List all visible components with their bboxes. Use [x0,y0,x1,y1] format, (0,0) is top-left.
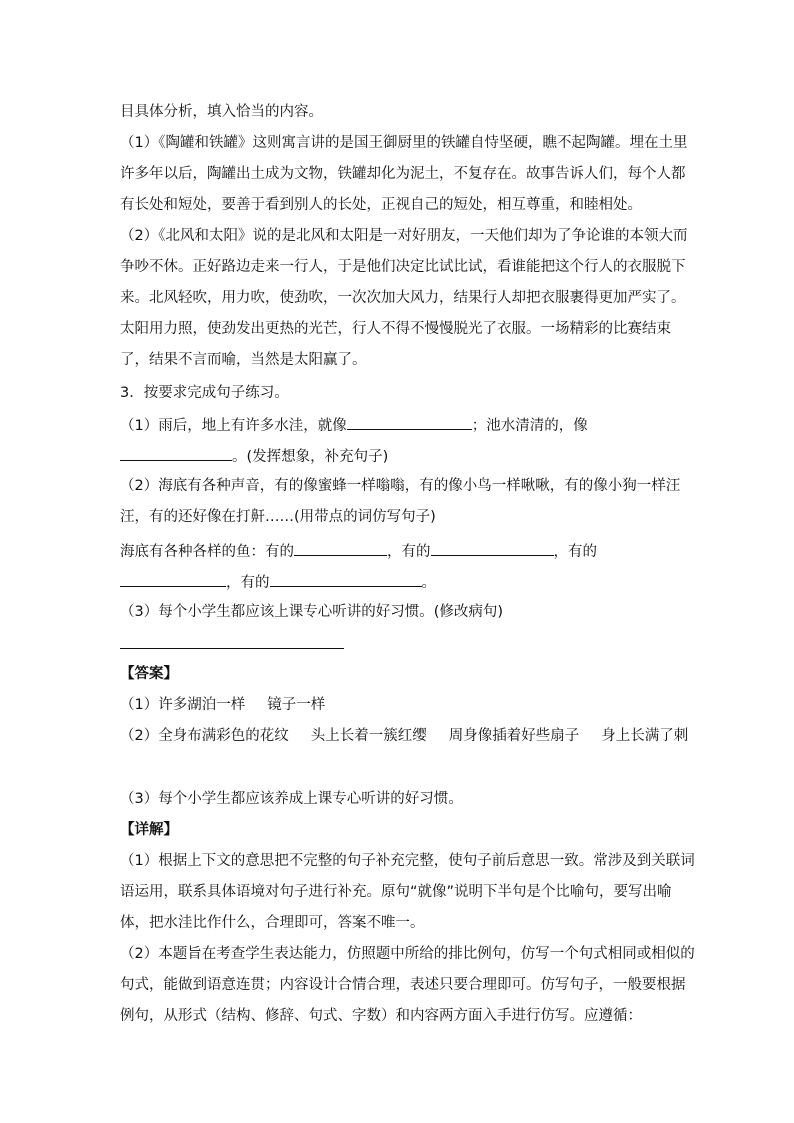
p1-line-1: （1）《陶罐和铁罐》这则寓言讲的是国王御厨里的铁罐自恃坚硬，瞧不起陶罐。埋在土里 [120,135,688,151]
p1-line-2: 许多年以后，陶罐出土成为文物，铁罐却化为泥土，不复存在。故事告诉人们，每个人都 [120,166,686,182]
answer-2-part-3: 周身像插着好些扇子 [448,728,580,744]
answer-blank[interactable] [120,633,344,649]
detail-2-line-1: （2）本题旨在考查学生表达能力，仿照题中所给的排比例句，仿写一个句式相同或相似的 [120,946,695,962]
p2-line-3: 来。北风轻吹，用力吹，使劲吹，一次次加大风力，结果行人却把衣服裹得更加严实了。 [120,290,686,306]
detail-heading: 【详解】 [120,822,178,838]
p2-line-1: （2）《北风和太阳》说的是北风和太阳是一对好朋友，一天他们却为了争论谁的本领大而 [120,228,688,244]
p2-line-5: 了，结果不言而喻，当然是太阳赢了。 [120,352,367,368]
q3-s1-text-a: （1）雨后，地上有许多水洼，就像 [120,418,347,434]
answer-1-part-2: 镜子一样 [267,697,326,713]
p2-line-4: 太阳用力照，使劲发出更热的光芒，行人不得不慢慢脱光了衣服。一场精彩的比赛结束 [120,321,671,337]
answer-blank[interactable] [120,571,226,587]
q3-s3-blank-line [120,633,344,653]
q3-s1-text-b: ；池水清清的，像 [471,418,588,434]
answer-2 [120,726,688,746]
detail-1-line-2: 语运用，联系具体语境对句子进行补充。原句“就像”说明下半句是个比喻句，要写出喻 [120,884,672,900]
answer-1 [120,695,325,715]
detail-2-line-2: 句式，能做到语意连贯；内容设计合情合理，表述只要合理即可。仿写句子，一般要根据 [120,977,686,993]
answer-blank[interactable] [270,571,422,587]
answer-blank[interactable] [347,414,472,430]
answer-2-part-4: 身上长满了刺 [601,728,689,744]
q3-s2-line-3 [120,540,597,560]
q3-s1-line-1 [120,414,588,434]
answer-2-part-1: （2）全身布满彩色的花纹 [120,728,289,744]
q3-s2-line-2: 汪，有的还好像在打鼾……(用带点的词仿写句子) [120,509,436,525]
q3-s2-line-1: （2）海底有各种声音，有的像蜜蜂一样嗡嗡，有的像小鸟一样啾啾，有的像小狗一样汪 [120,478,681,494]
answer-blank[interactable] [294,540,387,556]
detail-1-line-1: （1）根据上下文的意思把不完整的句子补充完整，使句子前后意思一致。常涉及到关联词 [120,853,695,869]
answer-heading: 【答案】 [120,666,178,682]
answer-1-part-1: （1）许多湖泊一样 [120,697,246,713]
q3-s2-text-e: 。 [421,575,436,591]
q3-title: 3．按要求完成句子练习。 [120,385,289,401]
q3-s2-text-c: ，有的 [553,544,597,560]
detail-1-line-3: 体，把水洼比作什么，合理即可，答案不唯一。 [120,915,425,931]
p2-line-2: 争吵不休。正好路边走来一行人，于是他们决定比试比试，看谁能把这个行人的衣服脱下 [120,259,686,275]
q3-s2-text-d: ，有的 [226,575,270,591]
q3-s2-line-4 [120,571,436,591]
answer-blank[interactable] [120,445,232,461]
answer-2-part-2: 头上长着一簇红缨 [310,728,427,744]
intro-line: 目具体分析，填入恰当的内容。 [120,104,323,120]
detail-2-line-3: 例句，从形式（结构、修辞、句式、字数）和内容两方面入手进行仿写。应遵循： [120,1008,642,1024]
q3-s1-text-c: 。(发挥想象，补充句子) [232,449,389,465]
q3-s3-line: （3）每个小学生都应该上课专心听讲的好习惯。(修改病句) [120,604,504,620]
answer-blank[interactable] [431,540,554,556]
q3-s2-text-b: ，有的 [387,544,431,560]
q3-s1-line-2 [120,445,388,465]
p1-line-3: 有长处和短处，要善于看到别人的长处，正视自己的短处，相互尊重，和睦相处。 [120,197,642,213]
q3-s2-text-a: 海底有各种各样的鱼：有的 [120,544,294,560]
answer-3: （3）每个小学生都应该养成上课专心听讲的好习惯。 [120,791,463,807]
